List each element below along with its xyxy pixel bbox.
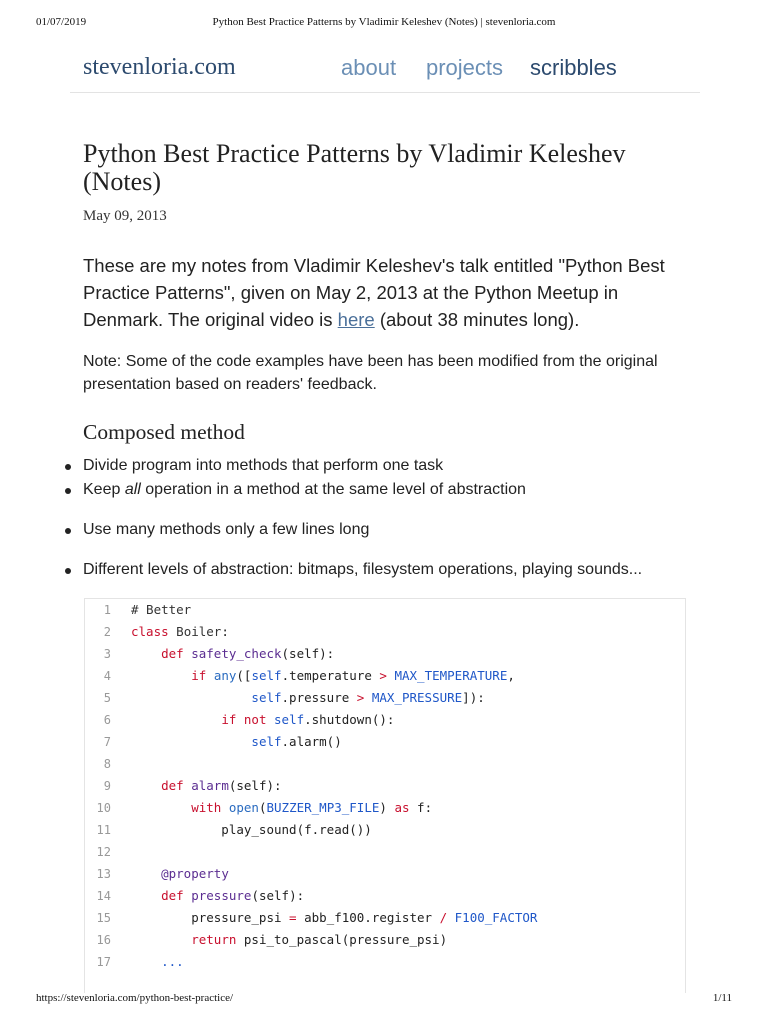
post-title: Python Best Practice Patterns by Vladimir Keleshev (Notes): [83, 139, 626, 196]
intro-text-end: (about 38 minutes long).: [374, 309, 580, 330]
line-number: 2: [103, 625, 111, 639]
code-line: [85, 665, 685, 687]
code-text: ...: [161, 954, 184, 969]
code-line: [85, 819, 685, 841]
print-date: 01/07/2019: [36, 16, 87, 28]
line-number: 9: [103, 779, 111, 793]
bullet-text: Divide program into methods that perform one task: [83, 457, 444, 474]
line-number: 1: [103, 603, 111, 617]
line-number: 14: [96, 889, 111, 903]
intro-text-start: These are my notes from Vladimir Keleshev's talk entitled "Python Best Practice Patterns", given on May 2, 2013 at the Python Meetup in Denmark. The original video is: [83, 255, 665, 330]
code-line: [85, 775, 685, 797]
code-line: [85, 841, 685, 863]
code-text: def pressure(self):: [161, 888, 305, 903]
bullet-dot: [65, 528, 71, 534]
print-page-title: Python Best Practice Patterns by Vladimir Keleshev (Notes) | stevenloria.com: [212, 16, 556, 28]
bullet-text: operation in a method at the same level of abstraction: [140, 481, 526, 498]
post-note: Note: Some of the code examples have been has been modified from the original presentation based on readers' feedback.: [83, 353, 658, 393]
print-footer: [0, 992, 768, 1010]
line-number: 5: [103, 691, 111, 705]
code-text: class Boiler:: [131, 624, 229, 639]
line-number: 16: [96, 933, 111, 947]
line-number: 13: [96, 867, 111, 881]
code-line: [85, 907, 685, 929]
code-text: play_sound(f.read()): [131, 822, 372, 837]
print-header: [0, 16, 768, 34]
list-item: [63, 456, 443, 476]
nav-link-scribbles[interactable]: scribbles: [530, 55, 617, 80]
bullet-text: Use many methods only a few lines long: [83, 521, 370, 538]
code-line: [85, 731, 685, 753]
bullet-dot: [65, 488, 71, 494]
post-date: May 09, 2013: [83, 208, 167, 224]
section-heading: Composed method: [83, 420, 245, 444]
bullet-emphasis: all: [124, 481, 141, 498]
nav-link-projects[interactable]: projects: [426, 55, 504, 80]
bullet-text: Different levels of abstraction: bitmaps, filesystem operations, playing sounds...: [83, 561, 643, 578]
code-text: with open(BUZZER_MP3_FILE) as f:: [191, 800, 433, 815]
print-page-number: 1/11: [712, 992, 732, 1004]
code-text: self.alarm(): [251, 734, 342, 749]
code-text: pressure_psi = abb_f100.register / F100_FACTOR: [131, 910, 538, 925]
bullet-text: Keep: [83, 481, 125, 498]
code-text: @property: [161, 866, 229, 881]
line-number: 17: [96, 955, 111, 969]
code-text: if any([self.temperature > MAX_TEMPERATURE,: [191, 668, 515, 683]
code-text: if not self.shutdown():: [221, 712, 395, 727]
line-number: 10: [96, 801, 111, 815]
code-line: [85, 885, 685, 907]
bullet-dot: [65, 568, 71, 574]
post-content: [83, 139, 683, 578]
list-item: [63, 480, 526, 500]
code-line: [85, 753, 685, 775]
code-line: [85, 863, 685, 885]
code-line: [85, 797, 685, 819]
line-number: 6: [103, 713, 111, 727]
print-url: https://stevenloria.com/python-best-practice/: [36, 992, 234, 1004]
code-text: def safety_check(self):: [161, 646, 335, 661]
line-number: 15: [96, 911, 111, 925]
code-line: [85, 621, 685, 643]
line-number: 7: [103, 735, 111, 749]
code-line: [85, 929, 685, 951]
code-line: [85, 643, 685, 665]
nav-link-about[interactable]: about: [341, 55, 397, 80]
list-item: [63, 520, 369, 540]
code-line: [85, 599, 685, 621]
site-header: [70, 48, 700, 93]
list-item: [63, 560, 642, 580]
code-text: self.pressure > MAX_PRESSURE]):: [251, 690, 485, 705]
line-number: 12: [96, 845, 111, 859]
post-intro: [83, 252, 683, 333]
code-line: [85, 709, 685, 731]
code-line: [85, 951, 685, 973]
video-link[interactable]: here: [337, 309, 375, 330]
code-text: # Better: [131, 602, 192, 617]
code-line: [85, 687, 685, 709]
code-text: def alarm(self):: [161, 778, 282, 793]
bullet-dot: [65, 464, 71, 470]
code-text: return psi_to_pascal(pressure_psi): [191, 932, 448, 947]
site-brand-link[interactable]: stevenloria.com: [83, 54, 236, 80]
line-number: 3: [103, 647, 111, 661]
line-number: 11: [96, 823, 111, 837]
line-number: 8: [103, 757, 111, 771]
line-number: 4: [103, 669, 111, 683]
code-block: [84, 598, 686, 993]
